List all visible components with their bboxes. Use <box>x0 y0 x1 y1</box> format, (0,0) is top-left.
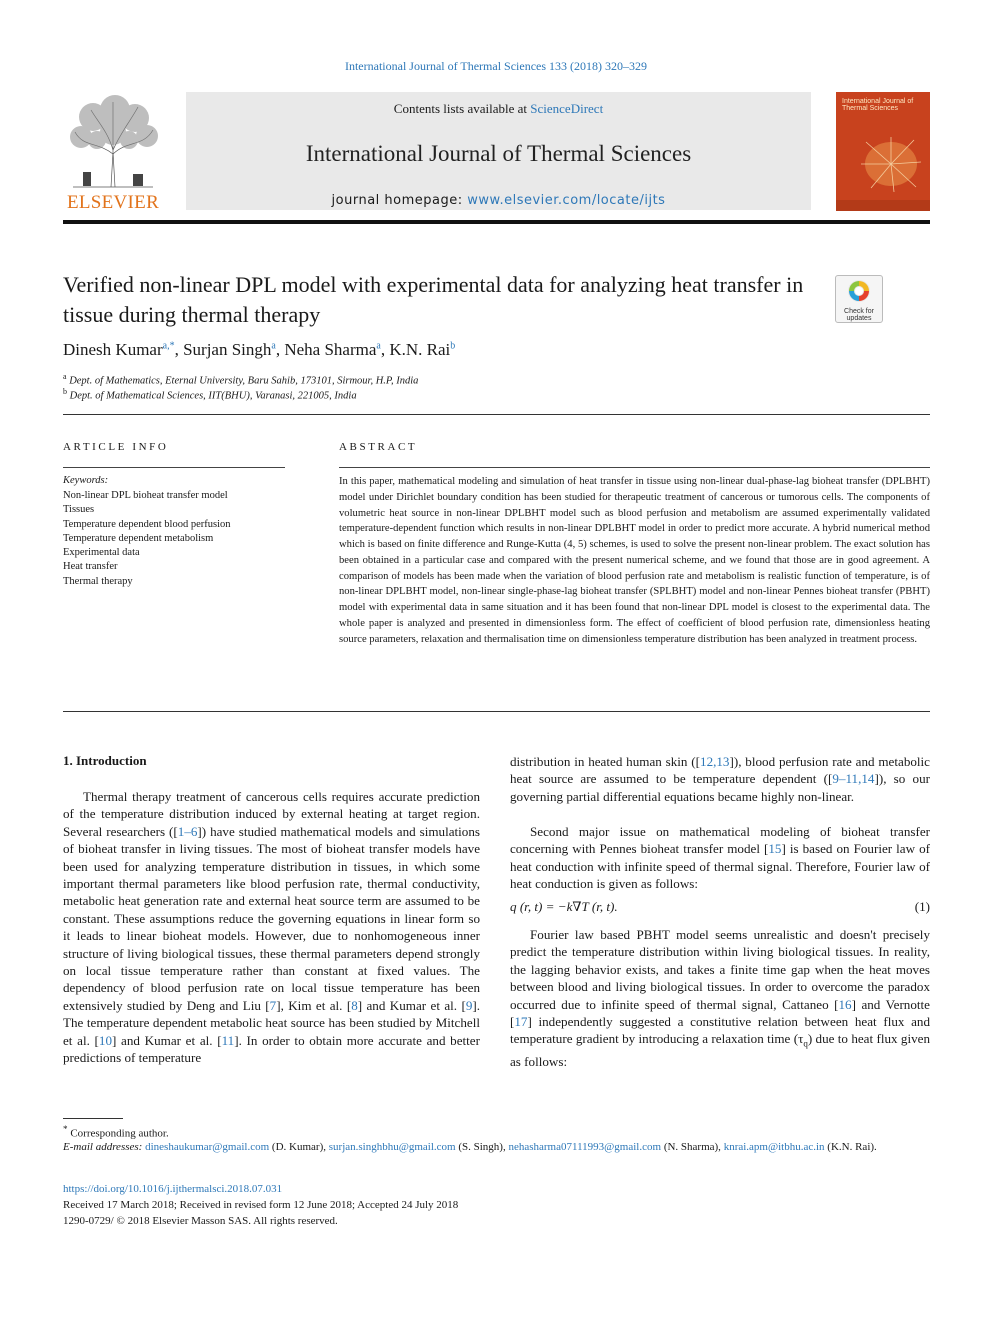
check-for-updates-button[interactable] <box>835 275 883 323</box>
author-name[interactable]: K.N. Rai <box>389 340 451 359</box>
author-list <box>63 340 455 360</box>
affiliation-text: Dept. of Mathematics, Eternal University, Baru Sahib, 173101, Sirmour, H.P, India <box>69 375 419 387</box>
cover-title: International Journal of Thermal Sciences <box>842 98 914 112</box>
author-affiliation-mark[interactable]: a <box>271 340 276 352</box>
citation-link[interactable]: 16 <box>838 996 852 1012</box>
corresponding-mark: * <box>63 1124 68 1134</box>
citation-link[interactable]: 12,13 <box>700 754 730 769</box>
masthead-divider <box>63 220 930 224</box>
elsevier-wordmark: ELSEVIER <box>66 192 160 213</box>
email-link[interactable]: dineshaukumar@gmail.com <box>145 1141 270 1153</box>
body-paragraph: Second major issue on mathematical modeling of bioheat transfer concerning with Pennes bioheat transfer model [15] is based on Fourier law of heat conduction with infinite speed of thermal signal. Therefore, Fourier law of heat conduction is given as follows: <box>510 824 931 892</box>
keyword: Tissues <box>63 504 95 516</box>
footnote-rule <box>63 1118 123 1119</box>
keyword: Temperature dependent blood perfusion <box>63 518 231 530</box>
header-divider <box>63 414 930 415</box>
corresponding-author-note <box>63 1124 169 1140</box>
contents-prefix: Contents lists available at <box>393 101 531 116</box>
subscript: q <box>803 1039 808 1050</box>
journal-citation[interactable]: International Journal of Thermal Sciences 133 (2018) 320–329 <box>344 59 648 73</box>
abstract-divider <box>63 711 930 712</box>
citation-link[interactable]: 8 <box>351 997 358 1013</box>
keywords-label: Keywords: <box>63 475 109 486</box>
citation-link[interactable]: 17 <box>514 1014 528 1030</box>
author-affiliation-mark[interactable]: b <box>450 340 456 352</box>
email-link[interactable]: knrai.apm@itbhu.ac.in <box>723 1141 825 1153</box>
affiliation-text: Dept. of Mathematical Sciences, IIT(BHU), Varanasi, 221005, India <box>69 390 357 402</box>
body-paragraph: Fourier law based PBHT model seems unrealistic and doesn't precisely predict the temperature distribution within living biological tissues. In reality, the lagging behavior exists, and takes a finite time gap when the heat moves between blood and living biological tissues. In order to overcome the paradox occurred due to infinite speed of thermal signal, Cattaneo [16] and Vernotte [17] independently suggested a constitutive relation between heat flux and temperature gradient by introducing a relaxation time $(\tau_q)$ due to heat flux given as follows: <box>510 927 930 1070</box>
author-name[interactable]: Neha Sharma <box>284 340 377 359</box>
keyword: Heat transfer <box>63 561 118 573</box>
journal-homepage-line <box>186 193 811 208</box>
keyword: Temperature dependent metabolism <box>63 532 214 544</box>
email-link[interactable]: surjan.singhbhu@gmail.com <box>328 1141 456 1153</box>
journal-homepage-link[interactable]: www.elsevier.com/locate/ijts <box>467 193 666 208</box>
author-separator: , <box>174 340 184 359</box>
equation-number: (1) <box>914 899 930 914</box>
email-label: E-mail addresses: <box>63 1141 143 1153</box>
author-name[interactable]: Surjan Singh <box>183 340 272 359</box>
article-info-heading: ARTICLE INFO <box>63 441 169 453</box>
check-for-updates-label-2: updates <box>846 315 872 322</box>
email-link[interactable]: nehasharma07111993@gmail.com <box>508 1141 662 1153</box>
corresponding-text: Corresponding author. <box>67 1127 169 1140</box>
journal-title: International Journal of Thermal Sciences <box>305 141 692 166</box>
abstract-text: In this paper, mathematical modeling and simulation of heat transfer in tissue using non-linear dual-phase-lag bioheat transfer (DPLBHT) model under Dirichlet boundary condition has been studied for therapeutic treatment of cancerous or tumorous cells. The components of volumetric heat source in non-linear DPLBHT model such as blood perfusion and metabolism are assumed experimentally validated temperature-dependent function which results in non-linear DPLBHT model in order to predict more accurate. A hybrid numerical method which is based on finite difference and Runge-Kutta (4, 5) schemes, is used to solve the present non-linear problem. The exact solution has been obtained in a particular case and compared with the present numerical scheme, and we found that those are in good agreement. A comparison of models has been made when the variation of blood perfusion rate and metabolism is realistic function of temperature, is of non-linear DPLBHT model, non-linear single-phase-lag bioheat transfer (SPLBHT) model and non-linear Pennes bioheat transfer (PBHT) model with experimental data in same situation and it has been found that non-linear DPL model is closest to the experimental data. The whole paper is analyzed and presented in dimensionless form. The effect of coefficient of blood perfusion rate, dimensionless heating source parameters, relaxation and thermalisation time on dimensionless temperature distribution has been analyzed in treatment process. <box>339 476 930 645</box>
article-info-rule <box>63 467 285 468</box>
email-addresses <box>63 1139 930 1155</box>
citation-link[interactable]: 15 <box>768 841 782 857</box>
keyword: Non-linear DPL bioheat transfer model <box>63 490 228 501</box>
citation-link[interactable]: 9 <box>465 997 473 1013</box>
body-paragraph: distribution in heated human skin ([12,13]), blood perfusion rate and metabolic heat source are assumed to be temperature dependent ([9–11,14]), so our governing partial differential equations became highly non-linear. <box>510 754 930 804</box>
abstract-rule <box>339 467 930 468</box>
article-title: Verified non-linear DPL model with experimental data for analyzing heat transfer in tissue during thermal therapy <box>63 272 804 327</box>
citation-link[interactable]: 11 <box>221 1032 235 1048</box>
author-affiliation-mark[interactable]: a,* <box>162 340 175 352</box>
sciencedirect-link[interactable]: ScienceDirect <box>530 101 604 116</box>
citation-link[interactable]: 1–6 <box>177 823 198 839</box>
author-separator: , <box>275 340 285 359</box>
received-dates: Received 17 March 2018; Received in revised form 12 June 2018; Accepted 24 July 2018 <box>63 1199 459 1211</box>
citation-link[interactable]: 10 <box>98 1032 112 1048</box>
author-separator: , <box>380 340 390 359</box>
equation-fourier-law <box>510 899 930 915</box>
keyword: Thermal therapy <box>63 575 133 587</box>
keyword: Experimental data <box>63 547 140 559</box>
copyright-notice: 1290-0729/ © 2018 Elsevier Masson SAS. All rights reserved. <box>63 1215 338 1227</box>
keywords-list <box>63 489 293 589</box>
author-name[interactable]: Dinesh Kumar <box>63 340 163 359</box>
author-affiliation-mark[interactable]: a <box>376 340 381 352</box>
check-for-updates-icon <box>847 279 871 303</box>
email-owner: (D. Kumar), <box>269 1141 329 1153</box>
homepage-prefix: journal homepage: <box>331 193 468 208</box>
email-owner: (K.N. Rai). <box>824 1141 877 1153</box>
citation-link[interactable]: 9–11,14 <box>832 771 875 787</box>
affiliation <box>63 372 418 387</box>
affiliation-mark: b <box>63 387 67 396</box>
elsevier-logo[interactable] <box>63 92 163 212</box>
email-owner: (N. Sharma), <box>661 1141 724 1153</box>
email-owner: (S. Singh), <box>455 1141 509 1153</box>
check-for-updates-label-1: Check for <box>844 308 874 315</box>
intro-paragraph: Thermal therapy treatment of cancerous cells requires accurate prediction of the temperature distribution induced by external heating at target region. Several researchers ([1–6]) have studied mathematical models and simulations of bioheat transfer in living tissues. The most of bioheat transfer models have been used for analyzing temperature distribution in tissues, in which some important thermal parameters like blood perfusion rate, thermal conductivity, metabolic heat generation rate and external heat source term are assumed to be constant. These assumptions reduce the governing equations in linear form so it leads to linear bioheat models. However, due to nonhomogeneous inner structure of living biological tissues, these thermal parameters depend strongly on local tissue temperature rather than constant at fixed values. The dependency of blood perfusion rate on local tissue temperature has been extensively studied by Deng and Liu [7], Kim et al. [8] and Kumar et al. [9]. The temperature dependent metabolic heat source has been studied by Mitchell et al. [10] and Kumar et al. [11]. In order to obtain more accurate and better predictions of temperature <box>63 789 480 1066</box>
contents-line <box>186 101 811 117</box>
affiliation-mark: a <box>63 372 67 381</box>
affiliation <box>63 387 357 402</box>
citation-link[interactable]: 7 <box>269 997 277 1013</box>
section-heading-introduction: 1. Introduction <box>63 753 147 768</box>
doi-link[interactable]: https://doi.org/10.1016/j.ijthermalsci.2018.07.031 <box>63 1183 283 1195</box>
equation-expression: q (r, t) = −k∇T (r, t). <box>510 899 618 914</box>
abstract-heading: ABSTRACT <box>339 441 418 453</box>
